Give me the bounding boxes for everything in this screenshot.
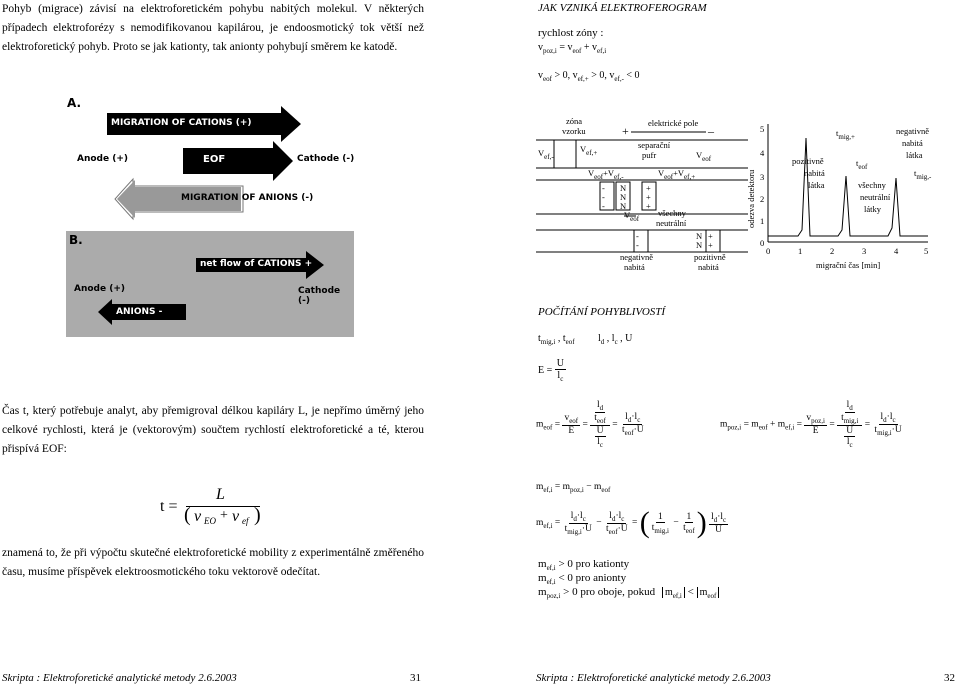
anode-b-label: Anode (+) bbox=[74, 284, 126, 294]
ytick-4: 4 bbox=[760, 148, 765, 158]
plus-ions: + + + bbox=[646, 183, 651, 211]
neutralni-label: neutrální bbox=[656, 218, 687, 228]
paren-close: ) bbox=[254, 504, 261, 526]
ytick-2: 2 bbox=[760, 194, 765, 204]
neutral-ions2: N N bbox=[696, 231, 703, 250]
vse-label-1: všechny bbox=[858, 180, 886, 190]
sum1-label: $V_{eof}+V_{ef,-}$ bbox=[588, 168, 624, 181]
figure-b bbox=[66, 231, 354, 337]
footer-left: Skripta : Elektroforetické analytické metody 2.6.2003 bbox=[2, 672, 237, 684]
zona-label: zóna bbox=[566, 116, 583, 126]
minus-ions: - - - bbox=[602, 183, 605, 211]
formula-v2: v bbox=[232, 508, 240, 525]
veof-label: $V_{eof}$ bbox=[696, 150, 712, 163]
page-number-right: 32 bbox=[944, 672, 955, 684]
cathode-b-label: Cathode (-) bbox=[298, 286, 341, 306]
formula-eo: EO bbox=[204, 516, 216, 526]
xtick-0: 0 bbox=[766, 246, 771, 256]
ytick-5: 5 bbox=[760, 124, 765, 134]
m-poz-equation: $m_{poz,i} = m_{eof} + m_{ef,i}$ = $\frac{v_{poz,i}}{E}$ = $\frac{\frac{l_d}{t_{mig,i}}}{\frac{U}{l_c}}$ = $\frac{l_d\cdot l_c}{t_{mig,i}\cdot U}$ bbox=[720, 400, 902, 449]
poz-label-2: nabitá bbox=[804, 168, 825, 178]
calc-vars1: $t_{mig,i}$ , $t_{eof}$ bbox=[538, 333, 575, 346]
ytick-0: 0 bbox=[760, 238, 765, 248]
neg-label-3: látka bbox=[906, 150, 923, 160]
sum2-label: $V_{eof}+V_{ef,+}$ bbox=[658, 168, 696, 181]
field-plus: + bbox=[622, 124, 629, 138]
xlabel: migrační čas [min] bbox=[816, 260, 881, 270]
t-eof-label: $t_{eof}$ bbox=[856, 158, 868, 171]
eof-label: EOF bbox=[203, 154, 226, 165]
time-paragraph: Čas t, který potřebuje analyt, aby přemigroval délkou kapiláry L, je nepřímo úměrný jeho celkové rychlosti, která je (vektorovým) součtem rychlostí elektroforetické a té, kterou přispívá EOF: bbox=[2, 405, 424, 455]
e-equation: E = $\frac{U}{l_c}$ bbox=[538, 358, 564, 383]
vef-plus-label: $V_{ef,+}$ bbox=[580, 144, 598, 157]
capillary-diagram bbox=[536, 114, 748, 276]
cathode-label: Cathode (-) bbox=[297, 154, 355, 164]
ytick-3: 3 bbox=[760, 172, 765, 182]
anions-label: ANIONS - bbox=[116, 307, 163, 317]
plus-ions2: + + bbox=[708, 231, 713, 250]
formula-plus: + bbox=[220, 508, 228, 523]
neg-label-1: negativně bbox=[896, 126, 930, 136]
velocity-conditions: $v_{eof} > 0$, $v_{ef,+} > 0$, $v_{ef,-} < 0$ bbox=[538, 70, 640, 83]
calc-vars2: $l_d$ , $l_c$ , U bbox=[598, 333, 633, 346]
vse-label-3: látky bbox=[864, 204, 881, 214]
ylabel: odezva detektoru bbox=[746, 169, 756, 228]
calc-title: POČÍTÁNÍ POHYBLIVOSTÍ bbox=[538, 306, 666, 318]
anode-label: Anode (+) bbox=[77, 154, 129, 164]
pufr-label: pufr bbox=[642, 150, 657, 160]
electropherogram bbox=[748, 118, 948, 278]
vsechny-label: všechny bbox=[658, 208, 686, 218]
time-formula bbox=[160, 486, 280, 530]
page-number-left: 31 bbox=[410, 672, 421, 684]
field-label: elektrické pole bbox=[648, 118, 699, 128]
poz-label-1: pozitivně bbox=[792, 156, 824, 166]
m-eof-equation: $m_{eof}$ = $\frac{v_{eof}}{E}$ = $\frac{\frac{l_d}{t_{eof}}}{\frac{U}{l_c}}$ = $\frac{l_d\cdot l_c}{t_{eof}\cdot U}$ bbox=[536, 400, 644, 449]
pozitivne-label: pozitivně bbox=[694, 252, 726, 262]
fraction-bar bbox=[186, 506, 260, 507]
speed-label: rychlost zóny : bbox=[538, 27, 604, 39]
neg-label-2: nabitá bbox=[902, 138, 923, 148]
m-ef-equation: $m_{ef,i}$ = $\frac{l_d\cdot l_c}{t_{mig,i}\cdot U}$ − $\frac{l_d\cdot l_c}{t_{eof}\cdot U}$ = ( $\frac{1}{t_{mig,i}}$ − $\frac{1}{t_{eof}}$ ) $\frac{l_d\cdot l_c}{U}$ bbox=[536, 506, 727, 539]
condition-anions: $m_{ef,i} < 0$ pro anionty bbox=[538, 572, 627, 586]
ytick-1: 1 bbox=[760, 216, 765, 226]
veof2-label: $V_{eof}$ bbox=[624, 210, 640, 223]
figure-a bbox=[63, 96, 355, 228]
figure-b-label: B. bbox=[69, 233, 83, 247]
conclusion-paragraph: znamená to, že při výpočtu skutečné elektroforetické mobility z experimentálně změřeného času, musíme příspěvek elektroosmotického toku vektorově odečítat. bbox=[2, 547, 424, 578]
net-flow-label: net flow of CATIONS + bbox=[200, 259, 313, 269]
formula-ef: ef bbox=[242, 516, 249, 526]
minus-ions2: - - bbox=[636, 231, 639, 250]
intro-paragraph: Pohyb (migrace) závisí na elektroforetickém pohybu nabitých molekul. V některých případech elektroforézy s nemodifikovanou kapilárou, je endoosmotický tok větší než elektroforetický pohyb. Proto se jak kationty, tak anionty pohybují směrem ke katodě. bbox=[2, 3, 424, 53]
formula-numerator: L bbox=[216, 486, 225, 503]
negativne-label: negativně bbox=[620, 252, 654, 262]
speed-equation: $v_{poz,i} = v_{eof} + v_{ef,i}$ bbox=[538, 42, 607, 55]
separacni-label: separační bbox=[638, 140, 671, 150]
nabita2-label: nabitá bbox=[698, 262, 719, 272]
formula-v1: v bbox=[194, 508, 202, 525]
vef-minus-label: $V_{ef,-}$ bbox=[538, 148, 554, 161]
field-minus: – bbox=[708, 124, 714, 138]
m-ef-diff-equation: $m_{ef,i} = m_{poz,i} - m_{eof}$ bbox=[536, 482, 611, 494]
xtick-5: 5 bbox=[924, 246, 929, 256]
footer-right: Skripta : Elektroforetické analytické metody 2.6.2003 bbox=[536, 672, 771, 684]
nabita1-label: nabitá bbox=[624, 262, 645, 272]
migration-anions-label: MIGRATION OF ANIONS (-) bbox=[181, 193, 314, 203]
t-mig-minus-label: $t_{mig,-}$ bbox=[914, 168, 932, 181]
paren-open: ( bbox=[184, 504, 191, 526]
vzorku-label: vzorku bbox=[562, 126, 586, 136]
vse-label-2: neutrální bbox=[860, 192, 891, 202]
t-mig-plus-label: $t_{mig,+}$ bbox=[836, 128, 855, 141]
condition-both: $m_{poz,i} > 0$ pro oboje, pokud $m_{ef,i} < m_{eof}$ bbox=[538, 586, 719, 600]
xtick-2: 2 bbox=[830, 246, 835, 256]
section-title: JAK VZNIKÁ ELEKTROFEROGRAM bbox=[538, 2, 707, 14]
poz-label-3: látka bbox=[808, 180, 825, 190]
condition-cations: $m_{ef,i} > 0$ pro kationty bbox=[538, 558, 630, 572]
formula-t: t = bbox=[160, 498, 178, 515]
figure-a-label: A. bbox=[67, 96, 82, 110]
xtick-4: 4 bbox=[894, 246, 899, 256]
xtick-1: 1 bbox=[798, 246, 803, 256]
migration-cations-label: MIGRATION OF CATIONS (+) bbox=[111, 118, 252, 128]
neutral-ions: N N N bbox=[620, 183, 627, 211]
xtick-3: 3 bbox=[862, 246, 867, 256]
